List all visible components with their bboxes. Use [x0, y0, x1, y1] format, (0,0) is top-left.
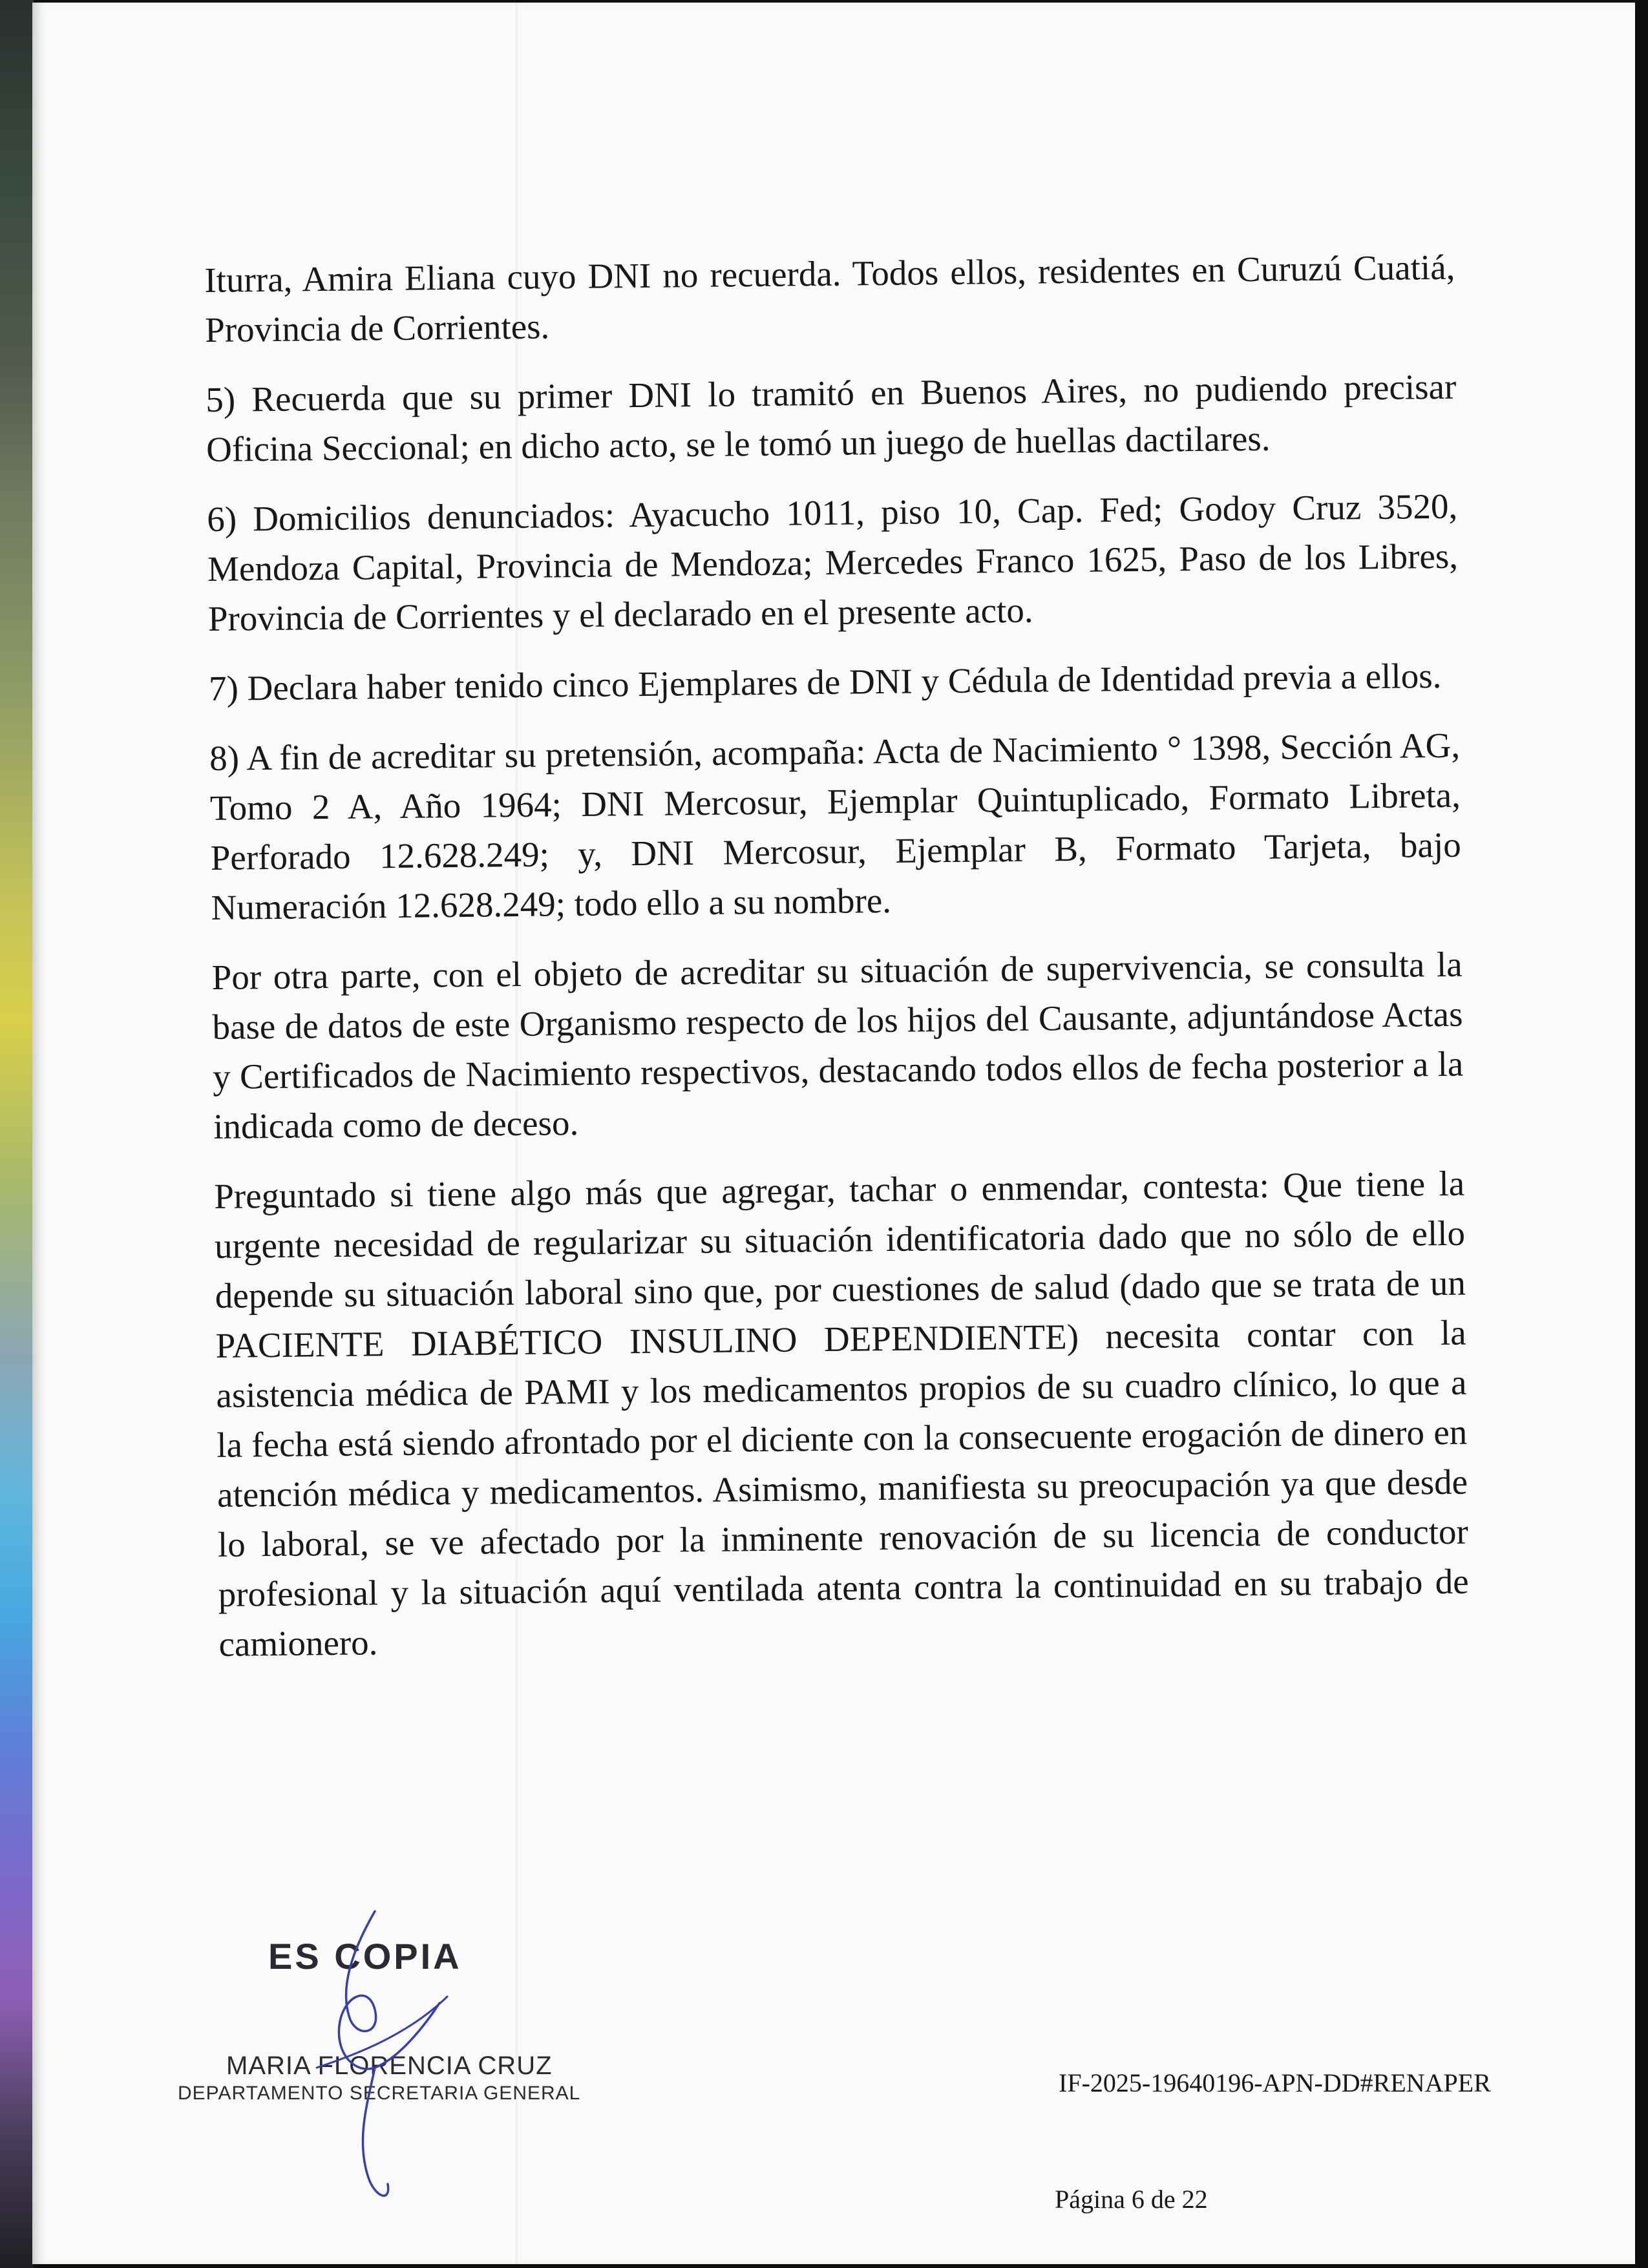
document-body — [204, 242, 1470, 1669]
paragraph-item-5: 5) Recuerda que su primer DNI lo tramitó en Buenos Aires, no pudiendo precisar Oficina Seccional; en dicho acto, se le tomó un juego de huellas dactilares. — [206, 366, 1457, 469]
paragraph-continuation: Iturra, Amira Eliana cuyo DNI no recuerda. Todos ellos, residentes en Curuzú Cuatiá, Provincia de Corrientes. — [204, 247, 1455, 350]
paragraph-item-8: 8) A fin de acreditar su pretensión, acompaña: Acta de Nacimiento ° 1398, Sección AG, Tomo 2 A, Año 1964; DNI Mercosur, Ejemplar Quintuplicado, Formato Libreta, Perforado 12.628.249; y, DNI Mercosur, Ejemplar B, Formato Tarjeta, bajo Numeración 12.628.249; todo ello a su nombre. — [209, 725, 1461, 927]
stamp-title: ES COPIA — [268, 1936, 462, 1977]
paragraph-item-6: 6) Domicilios denunciados: Ayacucho 1011, piso 10, Cap. Fed; Godoy Cruz 3520, Mendoza Capital, Provincia de Mendoza; Mercedes Franco 1625, Paso de los Libres, Provincia de Corrientes y el declarado en el presente acto. — [206, 486, 1459, 638]
page-number: Página 6 de 22 — [1055, 2185, 1208, 2214]
stamp-signer-name: MARIA FLORENCIA CRUZ — [226, 2052, 553, 2080]
stamp-department: DEPARTAMENTO SECRETARIA GENERAL — [178, 2083, 581, 2104]
handwritten-signature — [278, 1906, 485, 2210]
scanner-color-strip — [0, 0, 34, 2268]
paragraph-supervivencia: Por otra parte, con el objeto de acreditar su situación de supervivencia, se consulta la base de datos de este Organismo respecto de los hijos del Causante, adjuntándose Actas y Certificados de Nacimiento respectivos, destacando todos ellos de fecha posterior a la indicada como de deceso. — [211, 944, 1464, 1146]
paragraph-declaration: Preguntado si tiene algo más que agregar, tachar o enmendar, contesta: Que tiene la urgente necesidad de regularizar su situación identificatoria dado que no sólo de ello depende su situación laboral sino que, por cuestiones de salud (dado que se trata de un PACIENTE DIABÉTICO INSULINO DEPENDIENTE) necesita contar con la asistencia médica de PAMI y los medicamentos propios de su cuadro clínico, lo que a la fecha está siendo afrontado por el diciente con la consecuente erogación de dinero en atención médica y medicamentos. Asimismo, manifiesta su preocupación ya que desde lo laboral, se ve afectado por la inminente renovación de su licencia de conductor profesional y la situación aquí ventilada atenta contra la continuidad en su trabajo de camionero. — [213, 1163, 1469, 1664]
paragraph-item-7: 7) Declara haber tenido cinco Ejemplares de DNI y Cédula de Identidad previa a ellos. — [208, 655, 1442, 708]
document-identifier: IF-2025-19640196-APN-DD#RENAPER — [1059, 2068, 1491, 2097]
